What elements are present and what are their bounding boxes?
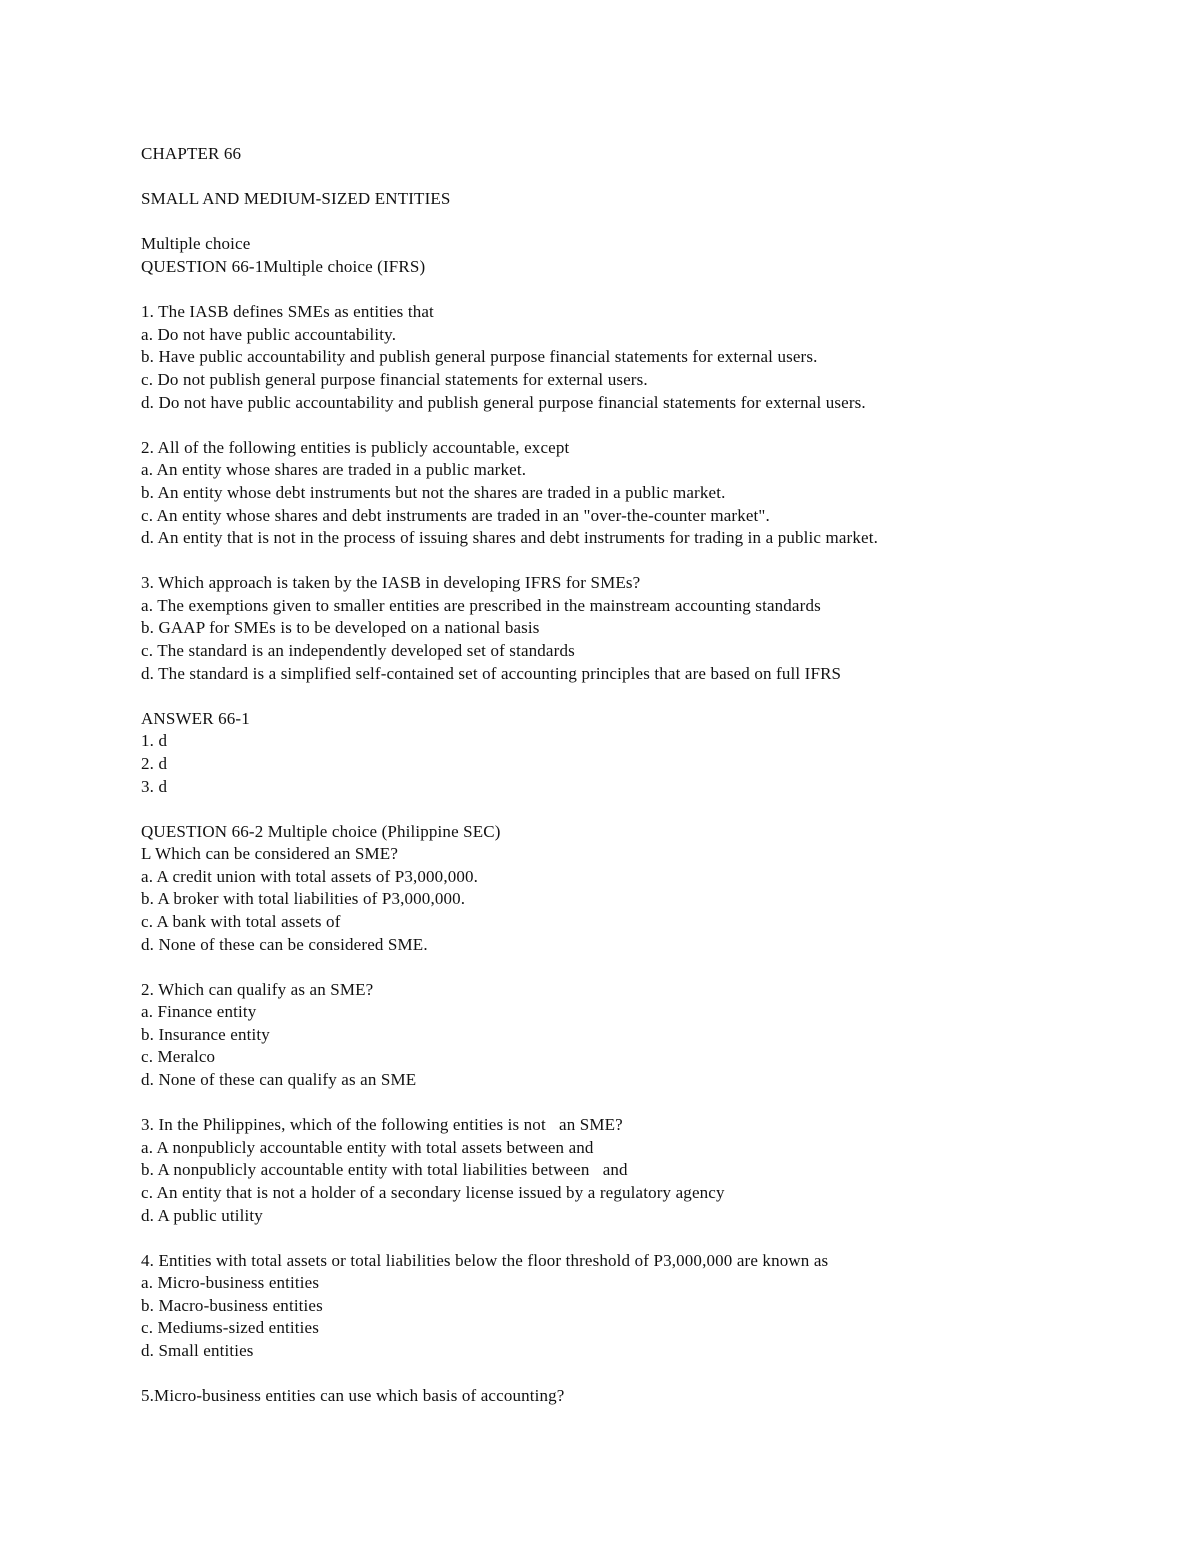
q2-1-option-d: d. None of these can be considered SME.	[141, 935, 428, 954]
q2-3-option-b: b. A nonpublicly accountable entity with total liabilities between and	[141, 1160, 628, 1179]
q2-1-option-b: b. A broker with total liabilities of P3,000,000.	[141, 889, 466, 908]
q1-option-b: b. Have public accountability and publish general purpose financial statements for external users.	[141, 347, 818, 366]
q2-5-stem: 5.Micro-business entities can use which basis of accounting?	[141, 1386, 565, 1405]
question-set-1-heading: QUESTION 66-1Multiple choice (IFRS)	[141, 257, 426, 276]
answer-set-1-heading: ANSWER 66-1	[141, 709, 250, 728]
q3-option-a: a. The exemptions given to smaller entities are prescribed in the mainstream accounting standards	[141, 596, 821, 615]
answer-2: 2. d	[141, 754, 168, 773]
q2-option-a: a. An entity whose shares are traded in a public market.	[141, 460, 527, 479]
q2-option-b: b. An entity whose debt instruments but not the shares are traded in a public market.	[141, 483, 726, 502]
q3-option-c: c. The standard is an independently developed set of standards	[141, 641, 575, 660]
section-label: Multiple choice	[141, 234, 251, 253]
q2-2-option-d: d. None of these can qualify as an SME	[141, 1070, 417, 1089]
q2-3-option-a: a. A nonpublicly accountable entity with total assets between and	[141, 1138, 594, 1157]
q2-stem: 2. All of the following entities is publicly accountable, except	[141, 438, 570, 457]
q1-option-c: c. Do not publish general purpose financial statements for external users.	[141, 370, 648, 389]
q1-option-a: a. Do not have public accountability.	[141, 325, 397, 344]
question-set-2-heading: QUESTION 66-2 Multiple choice (Philippine SEC)	[141, 822, 501, 841]
q2-option-d: d. An entity that is not in the process of issuing shares and debt instruments for trading in a public market.	[141, 528, 878, 547]
q2-2-option-c: c. Meralco	[141, 1047, 216, 1066]
q2-4-option-b: b. Macro-business entities	[141, 1296, 323, 1315]
q1-option-d: d. Do not have public accountability and publish general purpose financial statements for external users.	[141, 393, 866, 412]
q2-4-option-a: a. Micro-business entities	[141, 1273, 320, 1292]
q2-option-c: c. An entity whose shares and debt instruments are traded in an "over-the-counter market".	[141, 506, 770, 525]
q2-2-option-a: a. Finance entity	[141, 1002, 257, 1021]
q3-option-d: d. The standard is a simplified self-contained set of accounting principles that are based on full IFRS	[141, 664, 842, 683]
q2-3-stem: 3. In the Philippines, which of the following entities is not an SME?	[141, 1115, 623, 1134]
q2-4-option-d: d. Small entities	[141, 1341, 254, 1360]
q1-stem: 1. The IASB defines SMEs as entities that	[141, 302, 434, 321]
q2-1-stem: L Which can be considered an SME?	[141, 844, 399, 863]
chapter-heading: CHAPTER 66	[141, 144, 242, 163]
q2-3-option-c: c. An entity that is not a holder of a secondary license issued by a regulatory agency	[141, 1183, 725, 1202]
q3-stem: 3. Which approach is taken by the IASB in developing IFRS for SMEs?	[141, 573, 641, 592]
q2-4-option-c: c. Mediums-sized entities	[141, 1318, 319, 1337]
answer-3: 3. d	[141, 777, 168, 796]
q2-3-option-d: d. A public utility	[141, 1206, 263, 1225]
q3-option-b: b. GAAP for SMEs is to be developed on a national basis	[141, 618, 540, 637]
q2-1-option-c: c. A bank with total assets of	[141, 912, 341, 931]
q2-2-option-b: b. Insurance entity	[141, 1025, 270, 1044]
q2-4-stem: 4. Entities with total assets or total liabilities below the floor threshold of P3,000,000 are known as	[141, 1251, 829, 1270]
q2-1-option-a: a. A credit union with total assets of P3,000,000.	[141, 867, 479, 886]
answer-1: 1. d	[141, 731, 168, 750]
chapter-title: SMALL AND MEDIUM-SIZED ENTITIES	[141, 189, 451, 208]
q2-2-stem: 2. Which can qualify as an SME?	[141, 980, 374, 999]
